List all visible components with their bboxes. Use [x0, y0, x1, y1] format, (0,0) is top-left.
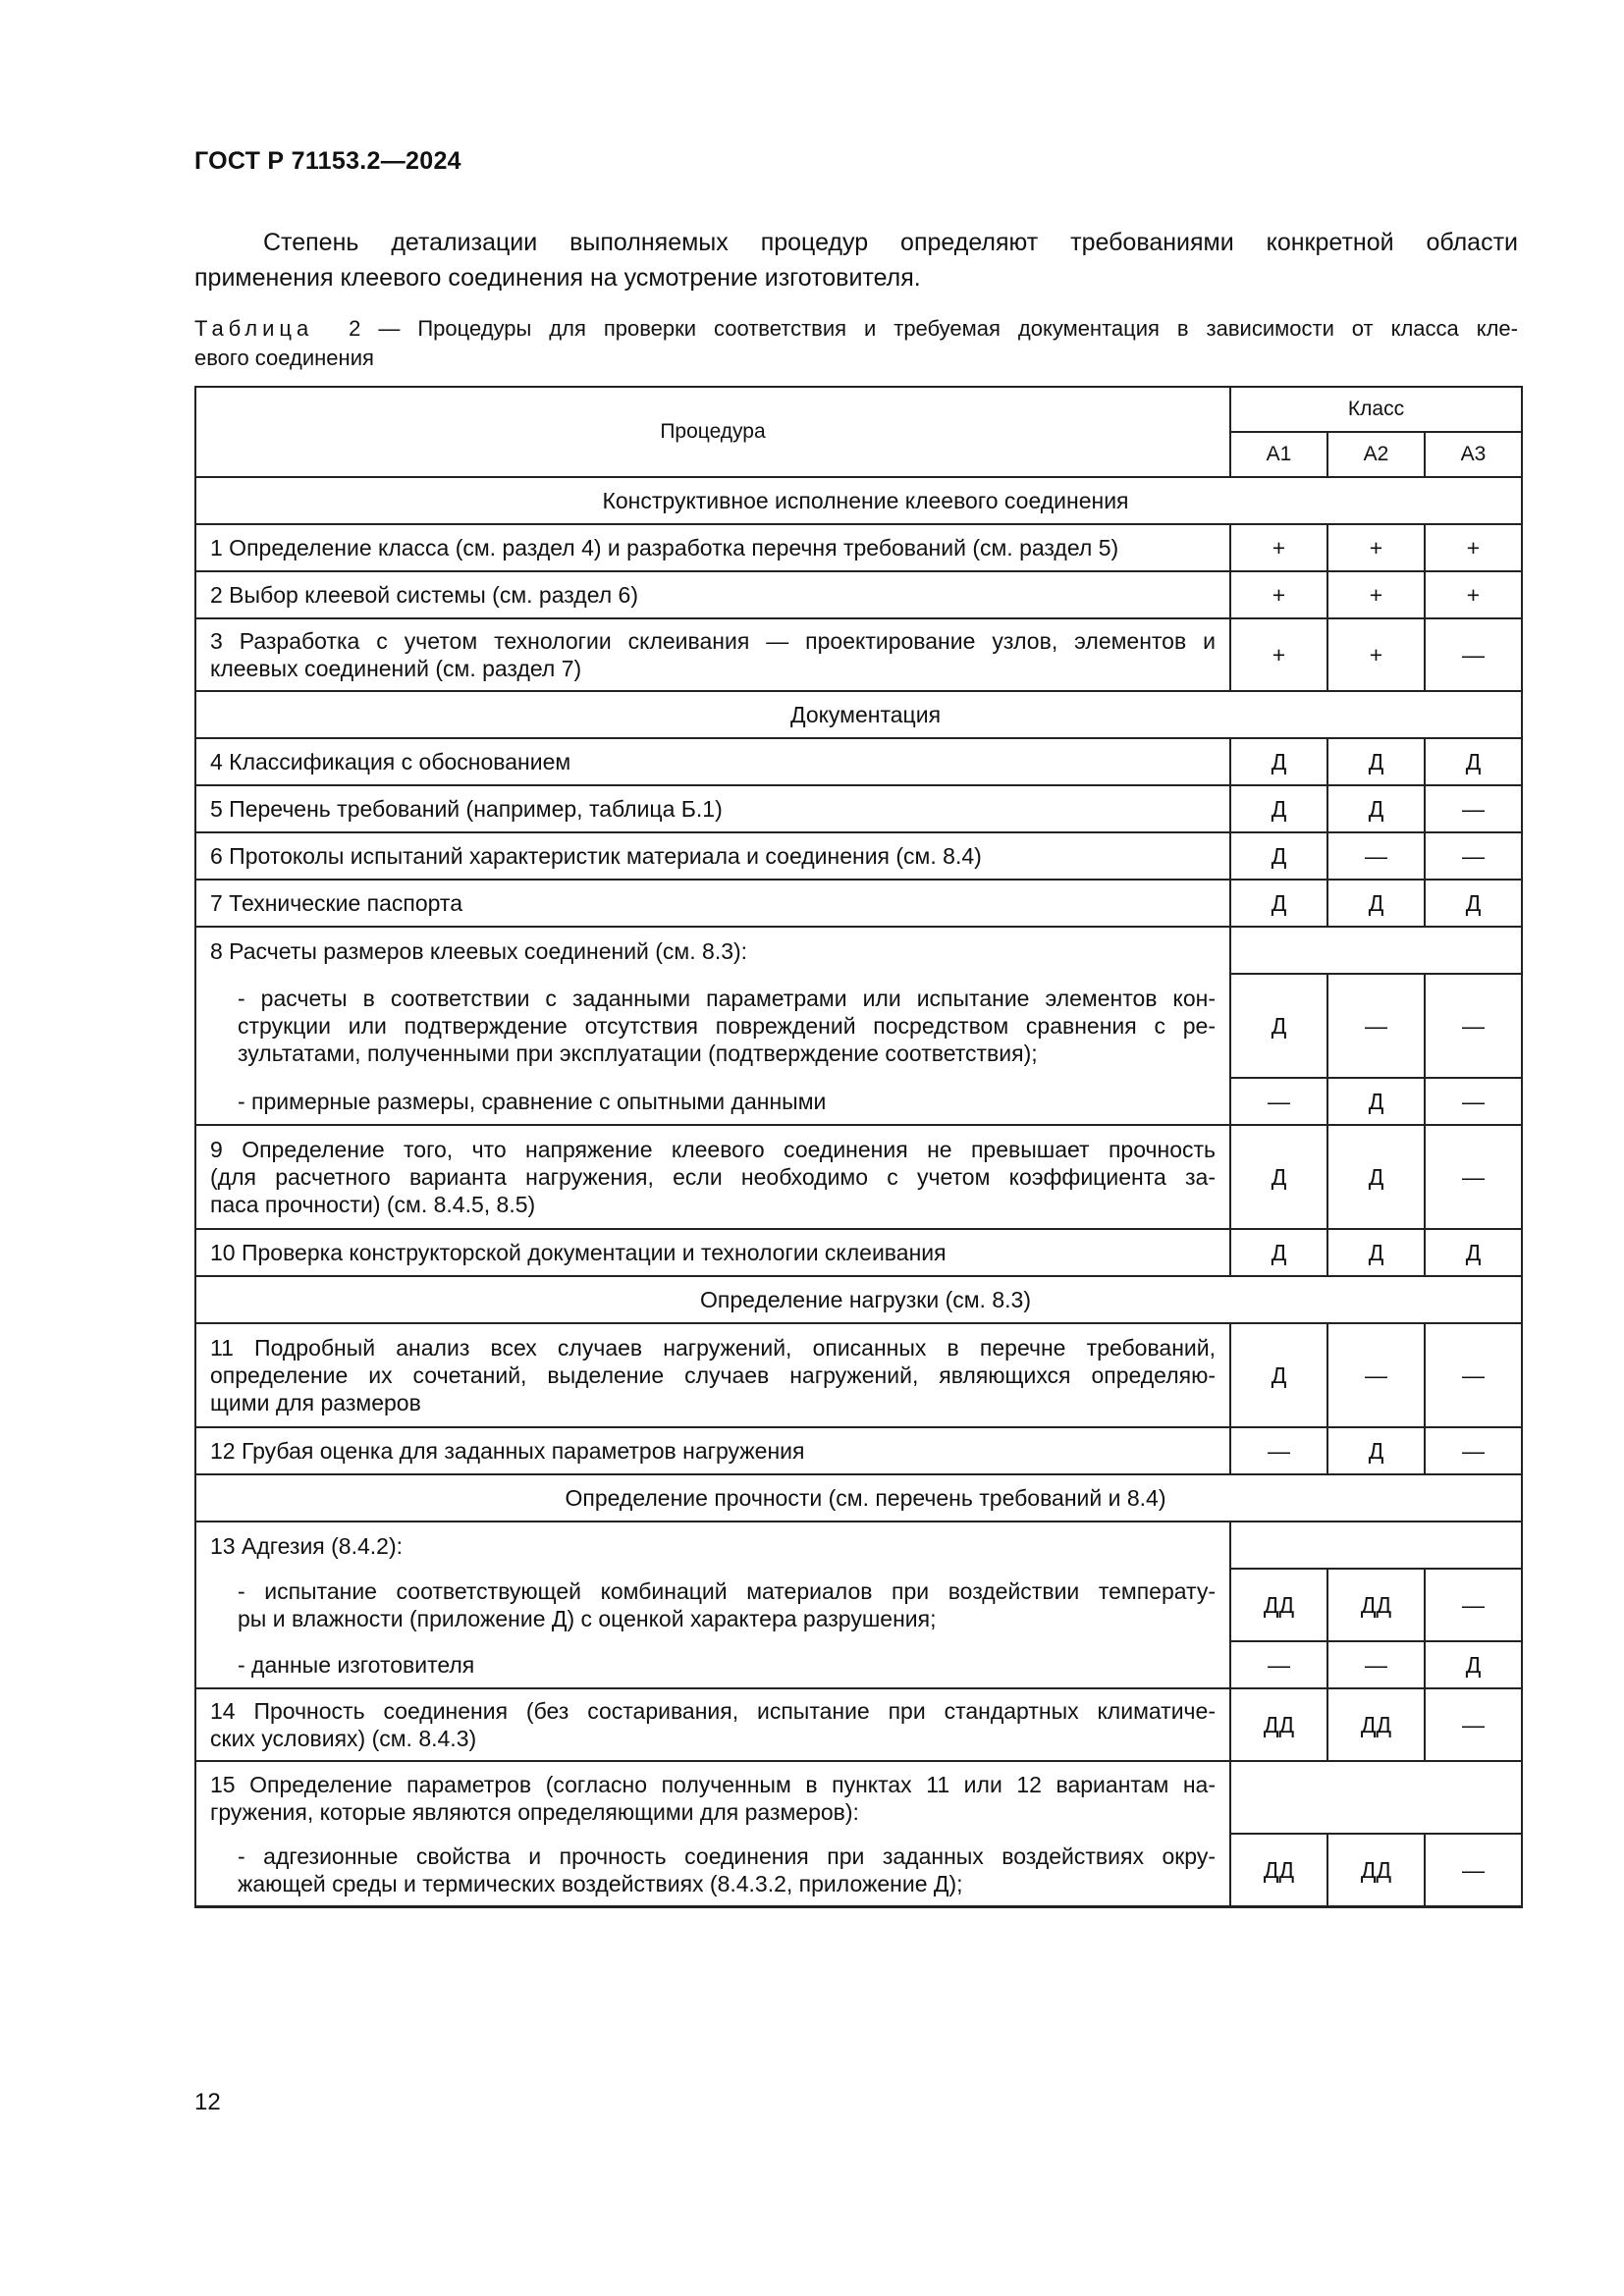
column-header-class: Класс	[1230, 387, 1522, 432]
subitem-text	[195, 1078, 1230, 1125]
class-a2-mark: Д	[1327, 1229, 1425, 1276]
class-a2-mark: ДД	[1327, 1688, 1425, 1761]
procedure-line: 14 Прочность соединения (без состаривания, испытание при стандартных климатиче-	[210, 1698, 1216, 1724]
table-row	[195, 1125, 1522, 1229]
procedure-text	[195, 1125, 1230, 1229]
class-a3-mark: —	[1425, 618, 1522, 691]
empty-class-cell	[1230, 1761, 1522, 1834]
procedure-text	[195, 880, 1230, 927]
empty-class-cell	[1230, 927, 1522, 974]
section-row	[195, 691, 1522, 738]
intro-line-1: Степень детализации выполняемых процедур определяют требованиями конкретной области	[263, 229, 1518, 256]
procedure-text	[195, 927, 1230, 974]
procedure-text	[195, 571, 1230, 618]
table-row	[195, 1522, 1522, 1569]
procedure-line: - адгезионные свойства и прочность соединения при заданных воздействиях окру-	[238, 1842, 1216, 1869]
procedure-line: 12 Грубая оценка для заданных параметров нагружения	[210, 1438, 805, 1464]
class-a2-mark: +	[1327, 571, 1425, 618]
subitem-text	[195, 1641, 1230, 1688]
procedure-line: щими для размеров	[210, 1390, 421, 1415]
procedure-line: гружения, которые являются определяющими для размеров):	[210, 1798, 859, 1825]
procedure-line: (для расчетного варианта нагружения, если необходимо с учетом коэффициента за-	[210, 1164, 1216, 1190]
procedure-line: 8 Расчеты размеров клеевых соединений (см. 8.3):	[210, 937, 748, 964]
class-a1-mark: ДД	[1230, 1688, 1327, 1761]
class-a3-mark: —	[1425, 785, 1522, 832]
empty-class-cell	[1230, 1522, 1522, 1569]
procedure-line: 2 Выбор клеевой системы (см. раздел 6)	[210, 582, 638, 608]
caption-line-2: евого соединения	[194, 346, 374, 370]
table-row	[195, 880, 1522, 927]
table-row	[195, 738, 1522, 785]
caption-text: 2 — Процедуры для проверки соответствия и требуемая документация в зависимости от класса кле-	[349, 316, 1518, 341]
class-a2-mark: —	[1327, 1323, 1425, 1427]
class-a2-mark: Д	[1327, 1078, 1425, 1125]
class-a1-mark: Д	[1230, 1323, 1327, 1427]
procedures-table	[194, 386, 1523, 1908]
procedure-text	[195, 1522, 1230, 1569]
procedure-line: 13 Адгезия (8.4.2):	[210, 1532, 404, 1559]
caption-label: Таблица	[194, 316, 314, 341]
class-a3-mark: Д	[1425, 1641, 1522, 1688]
class-a2-mark: ДД	[1327, 1834, 1425, 1907]
class-a1-mark: Д	[1230, 738, 1327, 785]
procedure-line: 6 Протоколы испытаний характеристик материала и соединения (см. 8.4)	[210, 843, 982, 869]
column-header-a3: А3	[1425, 432, 1522, 477]
class-a3-mark: —	[1425, 1078, 1522, 1125]
section-title: Определение прочности (см. перечень требований и 8.4)	[195, 1474, 1522, 1522]
procedure-line: 9 Определение того, что напряжение клеевого соединения не превышает прочность	[210, 1137, 1216, 1162]
section-title: Конструктивное исполнение клеевого соединения	[195, 477, 1522, 524]
class-a3-mark: Д	[1425, 1229, 1522, 1276]
table-row	[195, 1323, 1522, 1427]
procedure-line: 7 Технические паспорта	[210, 890, 462, 916]
class-a3-mark: —	[1425, 974, 1522, 1078]
class-a1-mark: —	[1230, 1427, 1327, 1474]
table-row	[195, 524, 1522, 571]
procedure-line: 11 Подробный анализ всех случаев нагружений, описанных в перечне требований,	[210, 1335, 1216, 1361]
section-title: Документация	[195, 691, 1522, 738]
section-row	[195, 477, 1522, 524]
procedure-line: струкции или подтверждение отсутствия повреждений посредством сравнения с ре-	[238, 1013, 1216, 1039]
table-row	[195, 927, 1522, 974]
class-a2-mark: +	[1327, 524, 1425, 571]
table-subrow	[195, 974, 1522, 1078]
procedure-line: клеевых соединений (см. раздел 7)	[210, 656, 582, 681]
class-a3-mark: Д	[1425, 738, 1522, 785]
table-body	[195, 477, 1522, 1907]
class-a2-mark: Д	[1327, 880, 1425, 927]
class-a1-mark: +	[1230, 618, 1327, 691]
procedure-line: 4 Классификация с обоснованием	[210, 749, 571, 774]
class-a2-mark: —	[1327, 974, 1425, 1078]
procedure-line: ских условиях) (см. 8.4.3)	[210, 1726, 477, 1751]
procedure-line: 5 Перечень требований (например, таблица Б.1)	[210, 796, 723, 822]
table-caption	[194, 314, 1518, 373]
procedure-line: - расчеты в соответствии с заданными параметрами или испытание элементов кон-	[238, 986, 1216, 1011]
class-a3-mark: —	[1425, 1125, 1522, 1229]
column-header-a2: А2	[1327, 432, 1425, 477]
column-header-a1: А1	[1230, 432, 1327, 477]
table-row	[195, 1688, 1522, 1761]
class-a3-mark: —	[1425, 1688, 1522, 1761]
class-a3-mark: +	[1425, 524, 1522, 571]
class-a1-mark: —	[1230, 1078, 1327, 1125]
class-a2-mark: Д	[1327, 738, 1425, 785]
table-row	[195, 618, 1522, 691]
class-a3-mark: —	[1425, 832, 1522, 880]
class-a2-mark: Д	[1327, 1427, 1425, 1474]
class-a2-mark: —	[1327, 1641, 1425, 1688]
section-title: Определение нагрузки (см. 8.3)	[195, 1276, 1522, 1323]
subitem-text	[195, 1834, 1230, 1907]
class-a3-mark: —	[1425, 1427, 1522, 1474]
procedure-line: 15 Определение параметров (согласно полученным в пунктах 11 или 12 вариантам на-	[210, 1771, 1216, 1797]
section-row	[195, 1276, 1522, 1323]
table-row	[195, 1427, 1522, 1474]
intro-line-2: применения клеевого соединения на усмотрение изготовителя.	[194, 264, 921, 292]
class-a1-mark: Д	[1230, 832, 1327, 880]
subitem-text	[195, 1569, 1230, 1641]
procedure-text	[195, 785, 1230, 832]
procedure-line: зультатами, полученными при эксплуатации (подтверждение соответствия);	[238, 1041, 1038, 1066]
table-subrow	[195, 1834, 1522, 1907]
table-subrow	[195, 1641, 1522, 1688]
procedure-line: паса прочности) (см. 8.4.5, 8.5)	[210, 1192, 536, 1217]
procedure-line: ры и влажности (приложение Д) с оценкой характера разрушения;	[238, 1606, 937, 1631]
procedure-text	[195, 618, 1230, 691]
document-id: ГОСТ Р 71153.2—2024	[194, 147, 461, 175]
procedure-line: 1 Определение класса (см. раздел 4) и разработка перечня требований (см. раздел 5)	[210, 535, 1119, 561]
class-a2-mark: ДД	[1327, 1569, 1425, 1641]
class-a1-mark: Д	[1230, 1229, 1327, 1276]
class-a1-mark: Д	[1230, 785, 1327, 832]
class-a3-mark: +	[1425, 571, 1522, 618]
page-number: 12	[194, 2089, 221, 2115]
procedure-text	[195, 738, 1230, 785]
table-row	[195, 1761, 1522, 1834]
table-row	[195, 832, 1522, 880]
class-a2-mark: Д	[1327, 1125, 1425, 1229]
procedure-line: - данные изготовителя	[238, 1651, 475, 1678]
class-a3-mark: —	[1425, 1569, 1522, 1641]
class-a3-mark: Д	[1425, 880, 1522, 927]
table-row	[195, 571, 1522, 618]
procedure-line: 3 Разработка с учетом технологии склеивания — проектирование узлов, элементов и	[210, 628, 1216, 654]
class-a2-mark: Д	[1327, 785, 1425, 832]
procedure-line: - примерные размеры, сравнение с опытными данными	[238, 1088, 827, 1114]
procedure-line: определение их сочетаний, выделение случаев нагружений, являющихся определяю-	[210, 1362, 1216, 1388]
table-subrow	[195, 1078, 1522, 1125]
procedure-text	[195, 1427, 1230, 1474]
class-a1-mark: ДД	[1230, 1569, 1327, 1641]
procedure-line: 10 Проверка конструкторской документации и технологии склеивания	[210, 1240, 947, 1265]
class-a3-mark: —	[1425, 1834, 1522, 1907]
table-subrow	[195, 1569, 1522, 1641]
procedure-line: жающей среды и термических воздействиях (8.4.3.2, приложение Д);	[238, 1870, 963, 1896]
procedure-text	[195, 1688, 1230, 1761]
procedure-text	[195, 1323, 1230, 1427]
procedure-line: - испытание соответствующей комбинаций материалов при воздействии температу-	[238, 1578, 1216, 1604]
caption-line-1	[194, 314, 1518, 344]
class-a3-mark: —	[1425, 1323, 1522, 1427]
subitem-text	[195, 974, 1230, 1078]
class-a1-mark: +	[1230, 524, 1327, 571]
table-row	[195, 785, 1522, 832]
class-a2-mark: +	[1327, 618, 1425, 691]
class-a1-mark: Д	[1230, 880, 1327, 927]
section-row	[195, 1474, 1522, 1522]
class-a1-mark: Д	[1230, 1125, 1327, 1229]
class-a1-mark: —	[1230, 1641, 1327, 1688]
procedure-text	[195, 524, 1230, 571]
column-header-procedure: Процедура	[195, 387, 1230, 477]
class-a1-mark: Д	[1230, 974, 1327, 1078]
table-header-row	[195, 387, 1522, 432]
procedure-text	[195, 832, 1230, 880]
class-a1-mark: ДД	[1230, 1834, 1327, 1907]
intro-paragraph	[194, 225, 1518, 295]
table-row	[195, 1229, 1522, 1276]
procedure-text	[195, 1229, 1230, 1276]
class-a2-mark: —	[1327, 832, 1425, 880]
procedure-text	[195, 1761, 1230, 1834]
class-a1-mark: +	[1230, 571, 1327, 618]
